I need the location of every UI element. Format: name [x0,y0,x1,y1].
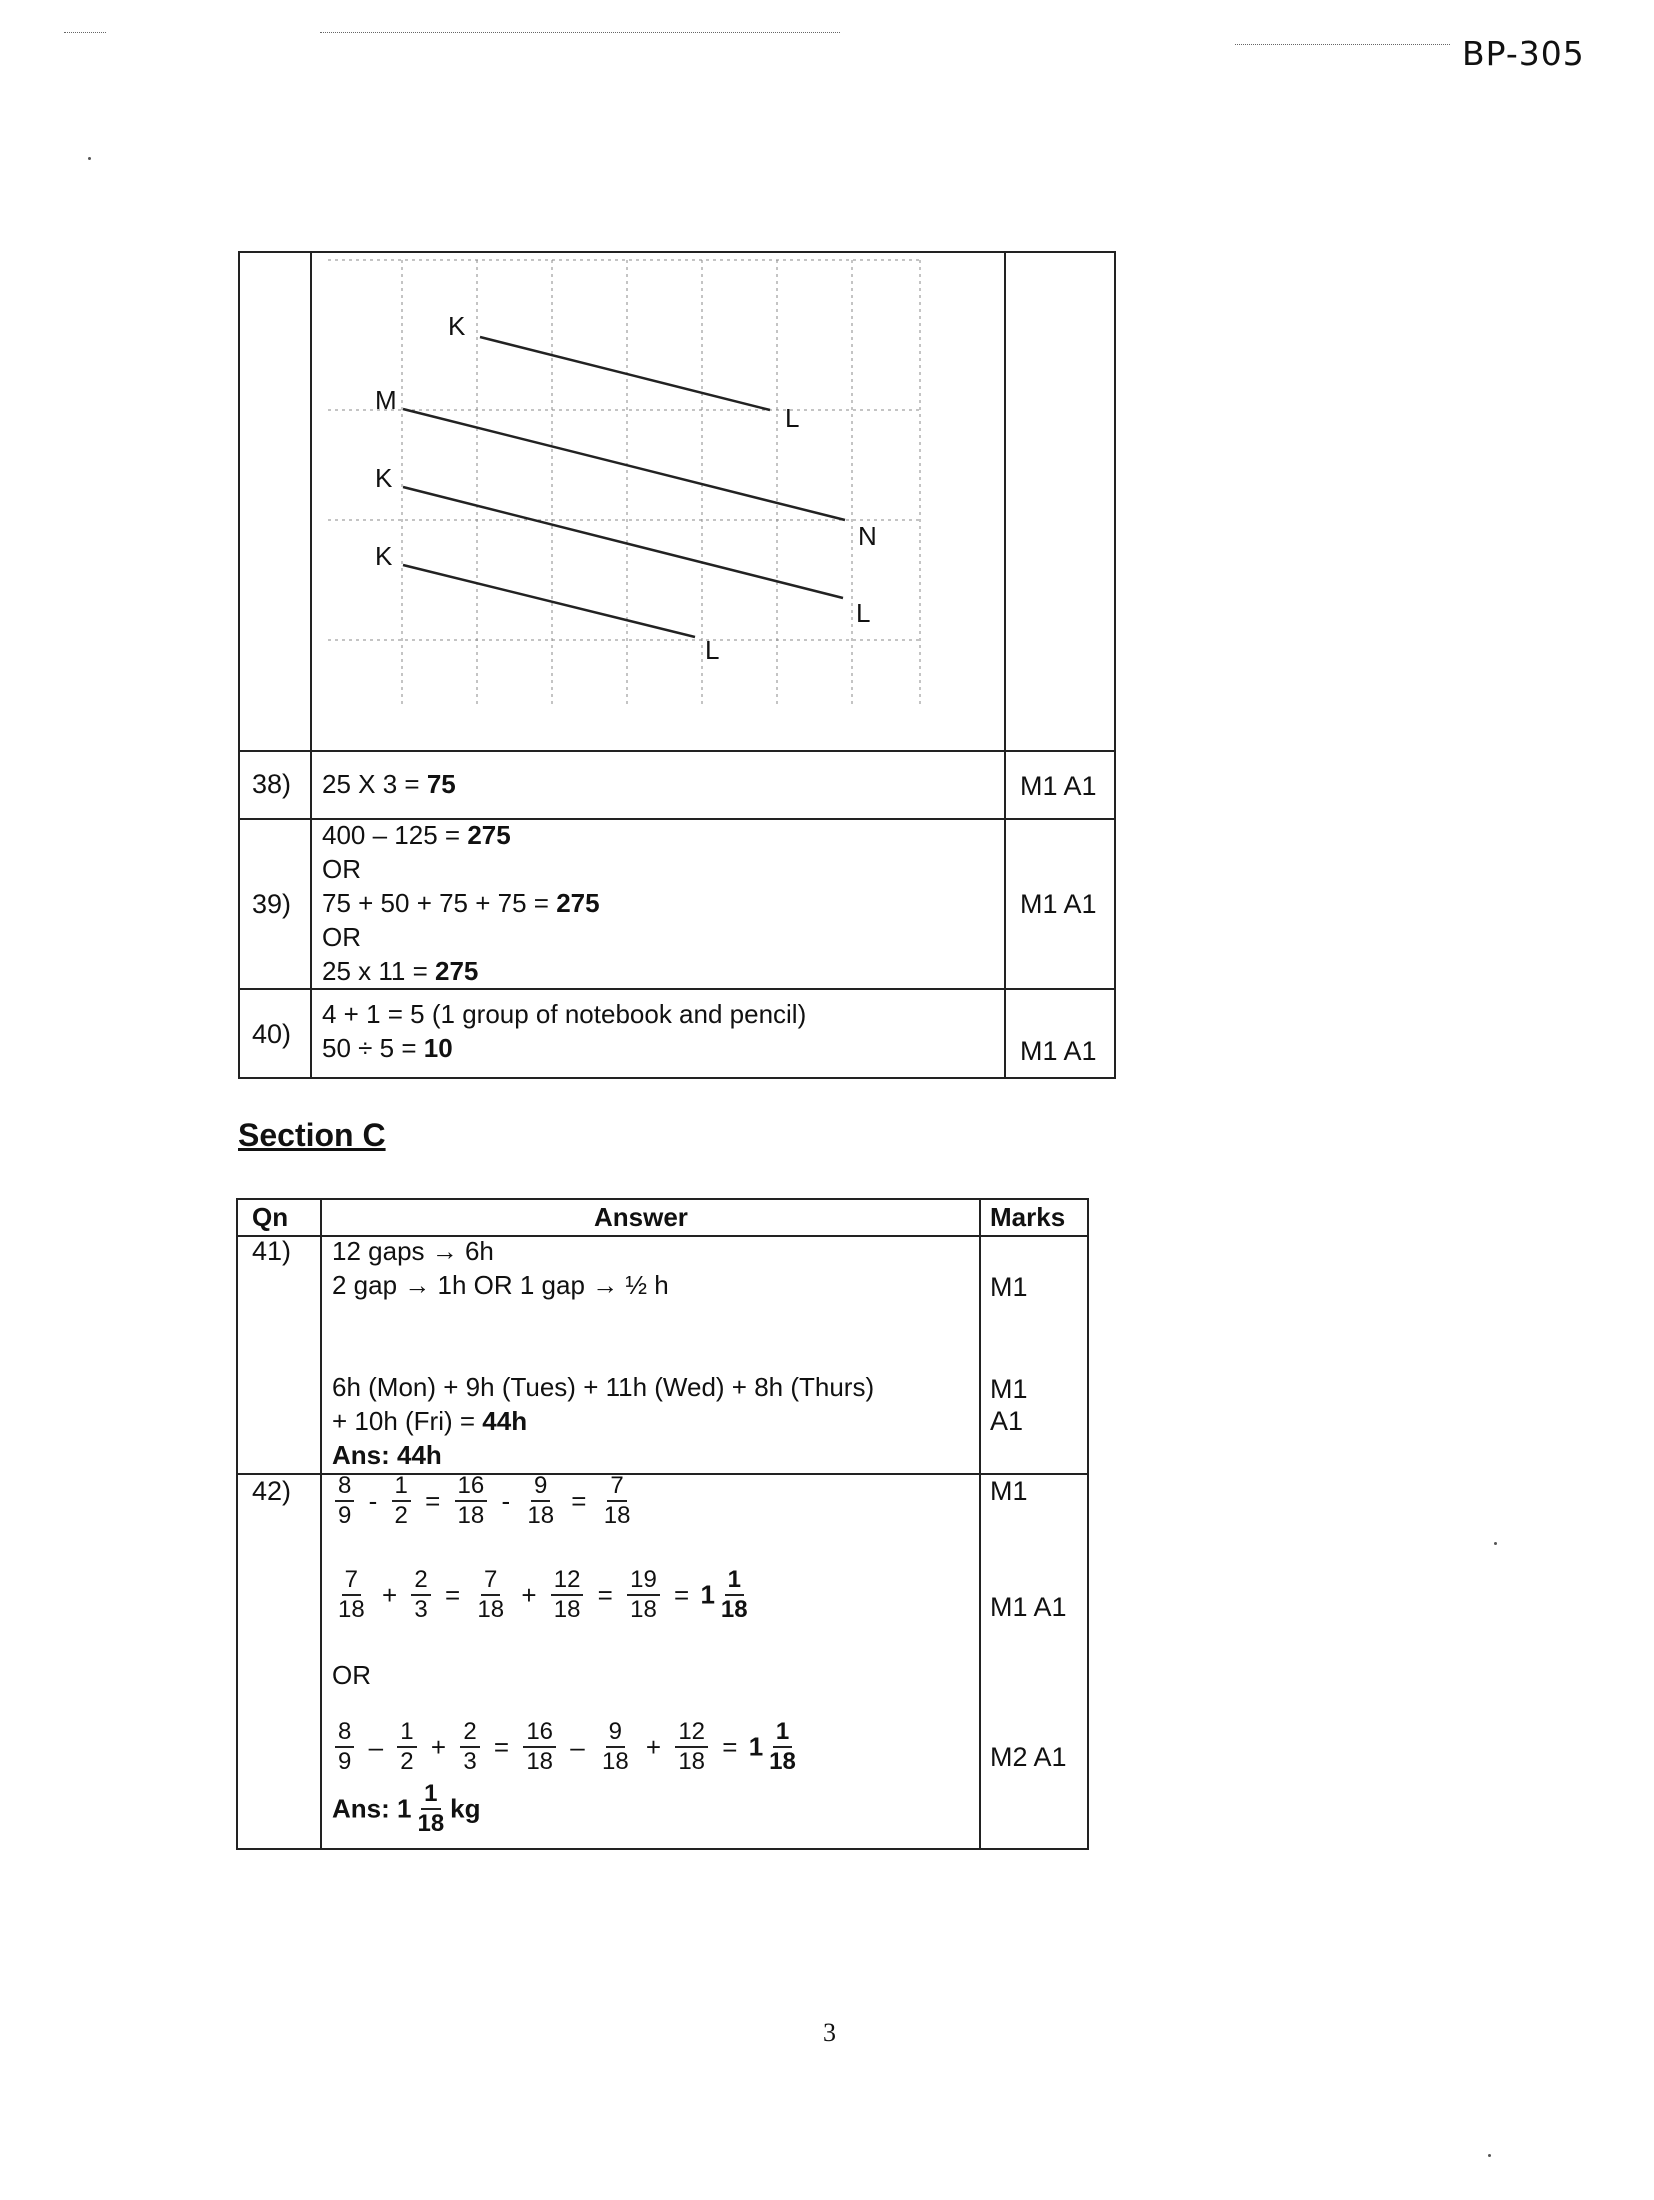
fraction: $\frac{1}{2}$ [397,1718,416,1776]
grid [328,260,920,707]
marks-value: M1 [990,1272,1028,1302]
header-qn: Qn [252,1202,289,1232]
question-number: 42) [252,1476,292,1506]
fraction: $\frac{1}{2}$ [392,1472,411,1530]
point-label: L [785,403,800,433]
marks-value: M1 [990,1374,1028,1404]
row-divider [240,988,1114,990]
point-label: N [858,521,877,551]
point-label: K [375,463,393,493]
fraction: $\frac{7}{18}$ [338,1566,365,1623]
document-code: BP-305 [1462,34,1585,73]
header-rule [1235,44,1450,45]
fraction: $\frac{2}{3}$ [460,1718,479,1776]
fraction: $\frac{9}{18}$ [601,1718,629,1775]
equation-line: $\frac{7}{18}$ + $\frac{2}{3}$ = $\frac{7}{18}$ + $\frac{12}{18}$ = $\frac{19}{18}$ = 1 $\frac{1}{18}$ [332,1566,754,1624]
point-label: K [375,541,393,571]
header-rule [320,32,840,33]
fraction: $\frac{1}{18}$ [417,1780,445,1837]
marks-value: M1 A1 [1020,1036,1097,1066]
answer-working: 25 X 3 = 75 [322,769,456,799]
marks-value: M1 A1 [1020,771,1097,801]
marks-value: M2 A1 [990,1742,1067,1772]
marks-value: M1 A1 [1020,889,1097,919]
column-divider [1004,253,1006,1077]
scan-speck [1488,2154,1491,2157]
answer-line: 2 gap → 1h OR 1 gap → ½ h [332,1270,669,1300]
fraction: $\frac{19}{18}$ [627,1566,660,1624]
row-divider [240,750,1114,752]
column-divider [979,1200,981,1848]
column-divider [320,1200,322,1848]
fraction: $\frac{16}{18}$ [523,1718,556,1776]
marks-value: M1 A1 [990,1592,1067,1622]
final-answer: Ans: 1 $\frac{1}{18}$ kg [332,1780,481,1837]
point-label: L [705,635,720,665]
page-number: 3 [823,2018,836,2047]
point-label: M [375,385,397,415]
fraction: $\frac{1}{18}$ [720,1566,748,1623]
question-number: 38) [252,769,292,799]
fraction: $\frac{7}{18}$ [477,1566,505,1623]
answer-line: 6h (Mon) + 9h (Tues) + 11h (Wed) + 8h (Thurs) [332,1372,875,1402]
question-number: 40) [252,1019,292,1049]
question-number: 39) [252,889,292,919]
segment-kl-top [480,337,770,410]
fraction: $\frac{12}{18}$ [675,1718,708,1776]
scan-speck [88,157,91,160]
answer-line: + 10h (Fri) = 44h [332,1406,528,1436]
answer-line: OR [332,1660,371,1690]
fraction: $\frac{2}{3}$ [411,1566,430,1624]
header-marks: Marks [990,1202,1066,1232]
answer-table-section-c [236,1198,1089,1850]
answer-working: 4 + 1 = 5 (1 group of notebook and pencil) 50 ÷ 5 = 10 [322,999,807,1063]
line-segments-diagram [320,257,930,717]
fraction: $\frac{8}{9}$ [335,1718,354,1776]
column-divider [310,253,312,1077]
scan-speck [1494,1542,1497,1545]
question-number: 41) [252,1236,292,1266]
segment-kl-bottom [403,565,695,637]
fraction: $\frac{16}{18}$ [455,1472,488,1530]
fraction: $\frac{12}{18}$ [551,1566,584,1624]
marks-value: M1 [990,1476,1028,1506]
answer-working: 400 – 125 = 275 OR 75 + 50 + 75 + 75 = 275 OR 25 x 11 = 275 [322,820,600,986]
equation-line: $\frac{8}{9}$ - $\frac{1}{2}$ = $\frac{16}{18}$ - $\frac{9}{18}$ = $\frac{7}{18}$ [332,1472,636,1530]
marks-value: A1 [990,1406,1024,1436]
header-answer: Answer [594,1202,688,1232]
header-rule [64,32,106,33]
answer-line: 12 gaps → 6h [332,1236,494,1266]
fraction: $\frac{1}{18}$ [769,1718,796,1775]
section-title: Section C [238,1117,386,1153]
point-label: L [856,598,871,628]
final-answer: Ans: 44h [332,1440,442,1470]
fraction: $\frac{9}{18}$ [527,1472,555,1529]
point-label: K [448,311,466,341]
fraction: $\frac{8}{9}$ [335,1472,354,1530]
equation-line: $\frac{8}{9}$ – $\frac{1}{2}$ + $\frac{2}{3}$ = $\frac{16}{18}$ – $\frac{9}{18}$ + $\frac{12}{18}$ = 1 $\frac{1}{18}$ [332,1718,802,1776]
fraction: $\frac{7}{18}$ [603,1472,631,1529]
